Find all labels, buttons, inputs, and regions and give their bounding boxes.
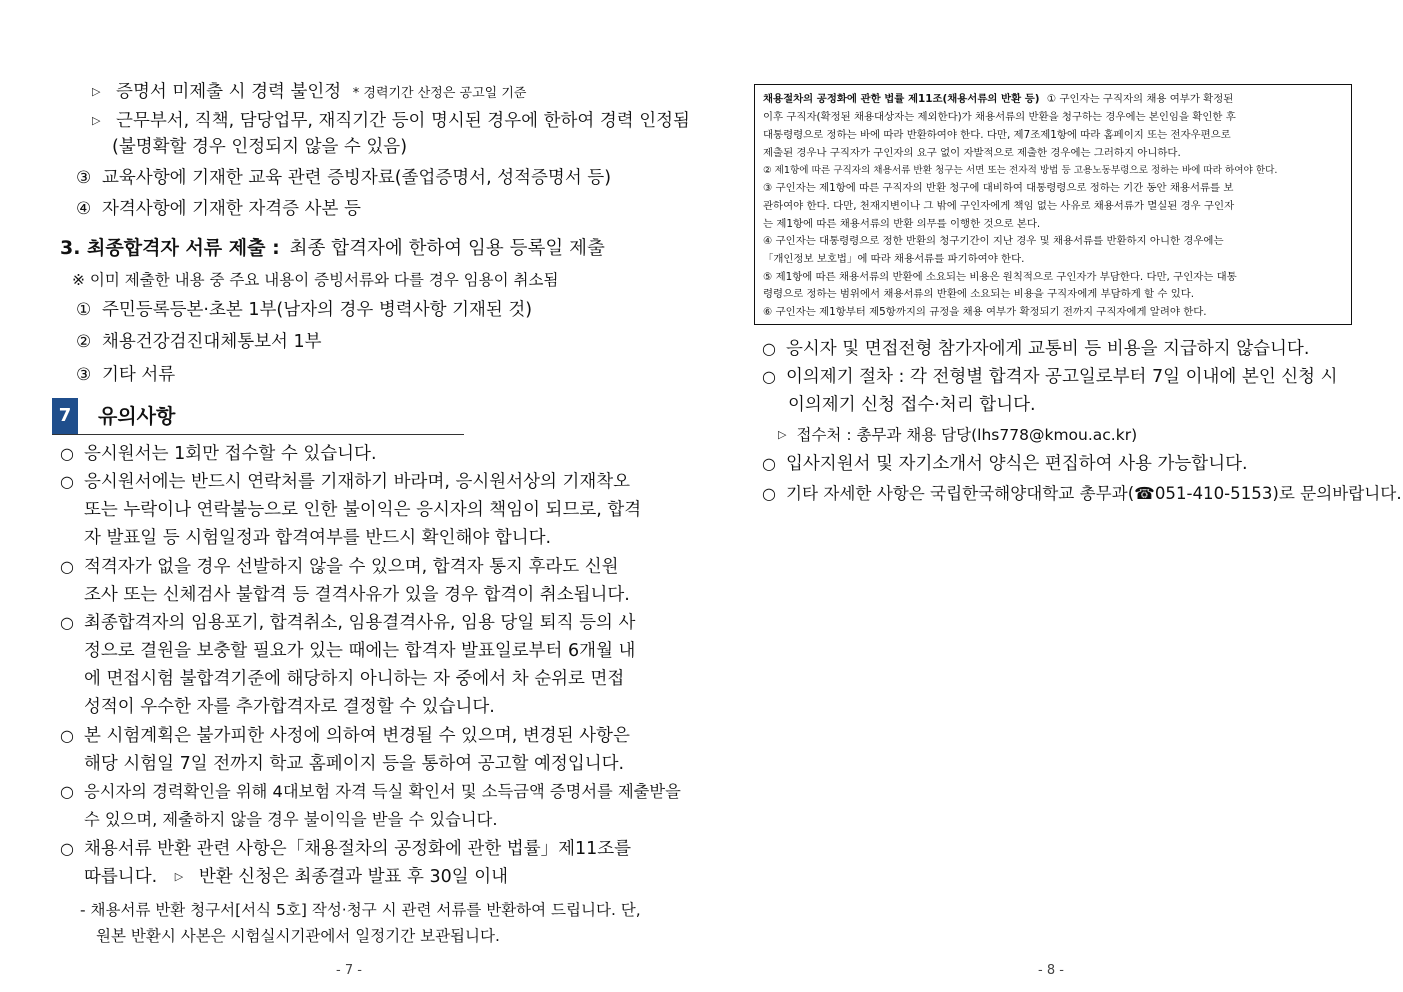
page-number-left: - 7 - xyxy=(336,963,362,978)
return-dash-line2: 원본 반환시 사본은 시험실시기관에서 일정기간 보관됩니다. xyxy=(96,927,500,945)
triangle-icon: ▷ xyxy=(778,428,787,441)
notice-7: ○ 채용서류 반환 관련 사항은「채용절차의 공정화에 관한 법률」제11조를 xyxy=(60,839,632,859)
contact-line: ▷ 접수처 : 총무과 채용 담당(lhs778@kmou.ac.kr) xyxy=(778,426,1138,444)
notice-2-line2: 또는 누락이나 연락불능으로 인한 불이익은 응시자의 책임이 되므로, 합격 xyxy=(84,500,642,520)
law-line-7: 관하여야 한다. 다만, 천재지변이나 그 밖에 구인자에게 책임 없는 사유로 채용서류가 멸실된 경우 구인자 xyxy=(763,200,1235,212)
bullet-certificate: ▷ 증명서 미제출 시 경력 불인정 * 경력기간 산정은 공고일 기준 xyxy=(92,82,527,102)
section7-title: 유의사항 xyxy=(98,404,176,428)
item-license: ④ 자격사항에 기재한 자격증 사본 등 xyxy=(76,199,361,219)
triangle-icon: ▷ xyxy=(92,114,101,127)
notice-3: ○ 적격자가 없을 경우 선발하지 않을 수 있으며, 합격자 통지 후라도 신원 xyxy=(60,557,619,577)
bullet-work-dept: ▷ 근무부서, 직책, 담당업무, 재직기간 등이 명시된 경우에 한하여 경력 인정됨 xyxy=(92,111,690,131)
law-line-11: ⑤ 제1항에 따른 채용서류의 반환에 소요되는 비용은 원칙적으로 구인자가 부담한다. 다만, 구인자는 대통 xyxy=(763,271,1237,283)
notice-7-line2: 따릅니다. ▷ 반환 신청은 최종결과 발표 후 30일 이내 xyxy=(84,867,509,887)
return-dash-line1: - 채용서류 반환 청구서[서식 5호] 작성·청구 시 관련 서류를 반환하여 드립니다. 단, xyxy=(80,901,641,919)
notice-4-line3: 에 면접시험 불합격기준에 해당하지 아니하는 자 중에서 차 순위로 면접 xyxy=(84,669,625,689)
law-line-9: ④ 구인자는 대통령령으로 정한 반환의 청구기간이 지난 경우 및 채용서류를 반환하지 아니한 경우에는 xyxy=(763,235,1224,247)
notice-6-line2: 수 있으며, 제출하지 않을 경우 불이익을 받을 수 있습니다. xyxy=(84,810,498,829)
triangle-icon: ▷ xyxy=(92,85,101,98)
right-item-4: ○ 기타 자세한 사항은 국립한국해양대학교 총무과(☎051-410-5153)로 문의바랍니다. xyxy=(762,484,1402,503)
law-line-3: 대통령령으로 정하는 바에 따라 반환하여야 한다. 다만, 제7조제1항에 따라 홈페이지 또는 전자우편으로 xyxy=(763,129,1231,141)
notice-4: ○ 최종합격자의 임용포기, 합격취소, 임용결격사유, 임용 당일 퇴직 등의 사 xyxy=(60,613,636,633)
law-line-4: 제출된 경우나 구직자가 구인자의 요구 없이 자발적으로 제출한 경우에는 그러하지 아니하다. xyxy=(763,147,1181,159)
law-line-10: 「개인정보 보호법」에 따라 채용서류를 파기하여야 한다. xyxy=(763,253,1025,265)
section3-note: ※ 이미 제출한 내용 중 주요 내용이 증빙서류와 다를 경우 임용이 취소됨 xyxy=(72,271,559,289)
law-line-6: ③ 구인자는 제1항에 따른 구직자의 반환 청구에 대비하여 대통령령으로 정하는 기간 동안 채용서류를 보 xyxy=(763,182,1234,194)
right-item-2: ○ 이의제기 절차 : 각 전형별 합격자 공고일로부터 7일 이내에 본인 신청 시 xyxy=(762,367,1338,387)
law-line-12: 령령으로 정하는 범위에서 채용서류의 반환에 소요되는 비용을 구직자에게 부담하게 할 수 있다. xyxy=(763,288,1195,300)
item-education: ③ 교육사항에 기재한 교육 관련 증빙자료(졸업증명서, 성적증명서 등) xyxy=(76,168,612,188)
right-item-2-line2: 이의제기 신청 접수·처리 합니다. xyxy=(788,395,1036,415)
notice-5-line2: 해당 시험일 7일 전까지 학교 홈페이지 등을 통하여 공고할 예정입니다. xyxy=(84,754,625,774)
notice-6: ○ 응시자의 경력확인을 위해 4대보험 자격 득실 확인서 및 소득금액 증명서를 제출받을 xyxy=(60,782,681,801)
notice-5: ○ 본 시험계획은 불가피한 사정에 의하여 변경될 수 있으며, 변경된 사항은 xyxy=(60,726,630,746)
page-number-right: - 8 - xyxy=(1038,963,1064,978)
notice-4-line4: 성적이 우수한 자를 추가합격자로 결정할 수 있습니다. xyxy=(84,697,495,717)
section3-item-3: ③ 기타 서류 xyxy=(76,365,176,385)
section7-number: 7 xyxy=(52,398,78,434)
section3-heading: 3. 최종합격자 서류 제출 : 최종 합격자에 한하여 임용 등록일 제출 xyxy=(60,237,605,259)
law-line-8: 는 제1항에 따른 채용서류의 반환 의무를 이행한 것으로 본다. xyxy=(763,218,1041,230)
triangle-icon: ▷ xyxy=(174,870,184,883)
law-line-1: 채용절차의 공정화에 관한 법률 제11조(채용서류의 반환 등) ① 구인자는 구직자의 채용 여부가 확정된 xyxy=(763,93,1234,105)
notice-2: ○ 응시원서에는 반드시 연락처를 기재하기 바라며, 응시원서상의 기재착오 xyxy=(60,472,631,492)
section7-underline xyxy=(52,434,464,435)
law-box xyxy=(754,84,1352,325)
right-item-3: ○ 입사지원서 및 자기소개서 양식은 편집하여 사용 가능합니다. xyxy=(762,454,1248,474)
section3-item-1: ① 주민등록등본·초본 1부(남자의 경우 병력사항 기재된 것) xyxy=(76,300,533,320)
notice-4-line2: 정으로 결원을 보충할 필요가 있는 때에는 합격자 발표일로부터 6개월 내 xyxy=(84,641,636,661)
notice-1: ○ 응시원서는 1회만 접수할 수 있습니다. xyxy=(60,444,377,464)
law-line-13: ⑥ 구인자는 제1항부터 제5항까지의 규정을 채용 여부가 확정되기 전까지 구직자에게 알려야 한다. xyxy=(763,306,1207,318)
notice-3-line2: 조사 또는 신체검사 불합격 등 결격사유가 있을 경우 합격이 취소됩니다. xyxy=(84,585,630,605)
bullet-work-dept-cont: (불명확할 경우 인정되지 않을 수 있음) xyxy=(112,137,408,157)
law-line-2: 이후 구직자(확정된 채용대상자는 제외한다)가 채용서류의 반환을 청구하는 경우에는 본인임을 확인한 후 xyxy=(763,111,1236,123)
law-line-5: ② 제1항에 따른 구직자의 채용서류 반환 청구는 서면 또는 전자적 방법 등 고용노동부령으로 정하는 바에 따라 하여야 한다. xyxy=(763,165,1278,176)
right-item-1: ○ 응시자 및 면접전형 참가자에게 교통비 등 비용을 지급하지 않습니다. xyxy=(762,339,1310,359)
section3-item-2: ② 채용건강검진대체통보서 1부 xyxy=(76,332,322,352)
notice-2-line3: 자 발표일 등 시험일정과 합격여부를 반드시 확인해야 합니다. xyxy=(84,528,552,548)
